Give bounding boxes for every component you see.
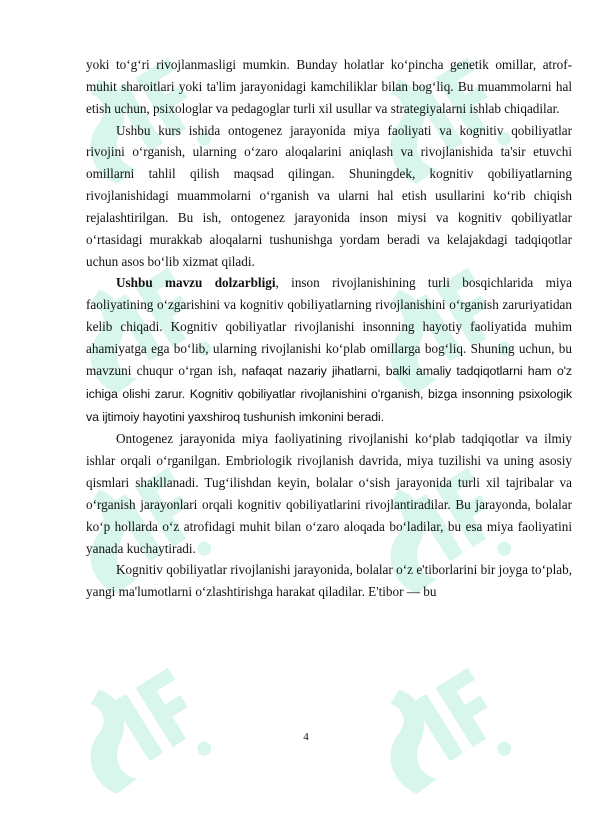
body-text [86, 54, 572, 603]
paragraph-text: nafaqat nazariy jihatlarni, balki amaliy tadqiqotlarni ham o'z ichiga olishi zarur. Kognitiv qobiliyatlar rivojlanishini o'rganish, bizga insonning psixologik va ijtimoiy hayotini yaxshiroq tushunish imkonini beradi. [86, 363, 572, 424]
paragraph-text: yoki to‘g‘ri rivojlanmasligi mumkin. Bunday holatlar ko‘pincha genetik omillar, atrof-muhit sharoitlari yoki ta'lim jarayonidagi kamchiliklar bilan bog‘liq. Bu muammolarni hal etish uchun, psixologlar va pedagoglar turli xil usullar va strategiyalarni ishlab chiqadilar. [86, 57, 572, 116]
paragraph-2 [86, 120, 572, 273]
paragraph-text: Kognitiv qobiliyatlar rivojlanishi jarayonida, bolalar o‘z e'tiborlarini bir joyga to‘plab, yangi ma'lumotlarni o‘zlashtirishga harakat qiladilar. E'tibor — bu [86, 562, 572, 600]
paragraph-text: , inson rivojlanishining turli bosqichlarida miya faoliyatining o‘zgarishini va kognitiv qobiliyatlarning rivojlanishini o‘rganish zaruriyatidan kelib chiqadi. Kognitiv qobiliyatlar rivojlanishi insonning hayotiy faoliyatida muhim ahamiyatga ega bo‘lib, ularning rivojlanishi ko‘plab omillarga bog‘liq. Shuning uchun, bu mavzuni chuqur o‘rgan ish, [86, 275, 572, 378]
paragraph-1 [86, 54, 572, 120]
page-number: 4 [303, 731, 309, 743]
paragraph-5 [86, 559, 572, 603]
paragraph-text: Ontogenez jarayonida miya faoliyatining rivojlanishi ko‘plab tadqiqotlar va ilmiy ishlar orqali o‘rganilgan. Embriologik rivojlanish davrida, miya tuzilishi va uning asosiy qismlari shakllanadi. Tug‘ilishdan keyin, bolalar o‘sish jarayonida turli xil tajribalar va o‘rganish jarayonlari orqali kognitiv qobiliyatlarini rivojlantiradilar. Bu jarayonda, bolalar ko‘p hollarda o‘z atrofidagi muhit bilan o‘zaro aloqada bo‘ladilar, bu esa miya faoliyatini yanada kuchaytiradi. [86, 431, 572, 556]
paragraph-4 [86, 428, 572, 559]
paragraph-3 [86, 272, 572, 428]
paragraph-text: Ushbu kurs ishida ontogenez jarayonida miya faoliyati va kognitiv qobiliyatlar rivojini o‘rganish, ularning o‘zaro aloqalarini aniqlash va rivojlanishida ta'sir etuvchi omillarni tahlil qilish maqsad qilingan. Shuningdek, kognitiv qobiliyatlarning rivojlanishidagi muammolarni o‘rganish va ularni hal etish usullarini ko‘rib chiqish rejalashtirilgan. Bu ish, ontogenez jarayonida inson miysi va kognitiv qobiliyatlar o‘rtasidagi murakkab aloqalarni tushunishga yordam beradi va kelajakdagi tadqiqotlar uchun asos bo‘lib xizmat qiladi. [86, 122, 572, 269]
bold-phrase: Ushbu mavzu dolzarbligi [116, 275, 276, 291]
